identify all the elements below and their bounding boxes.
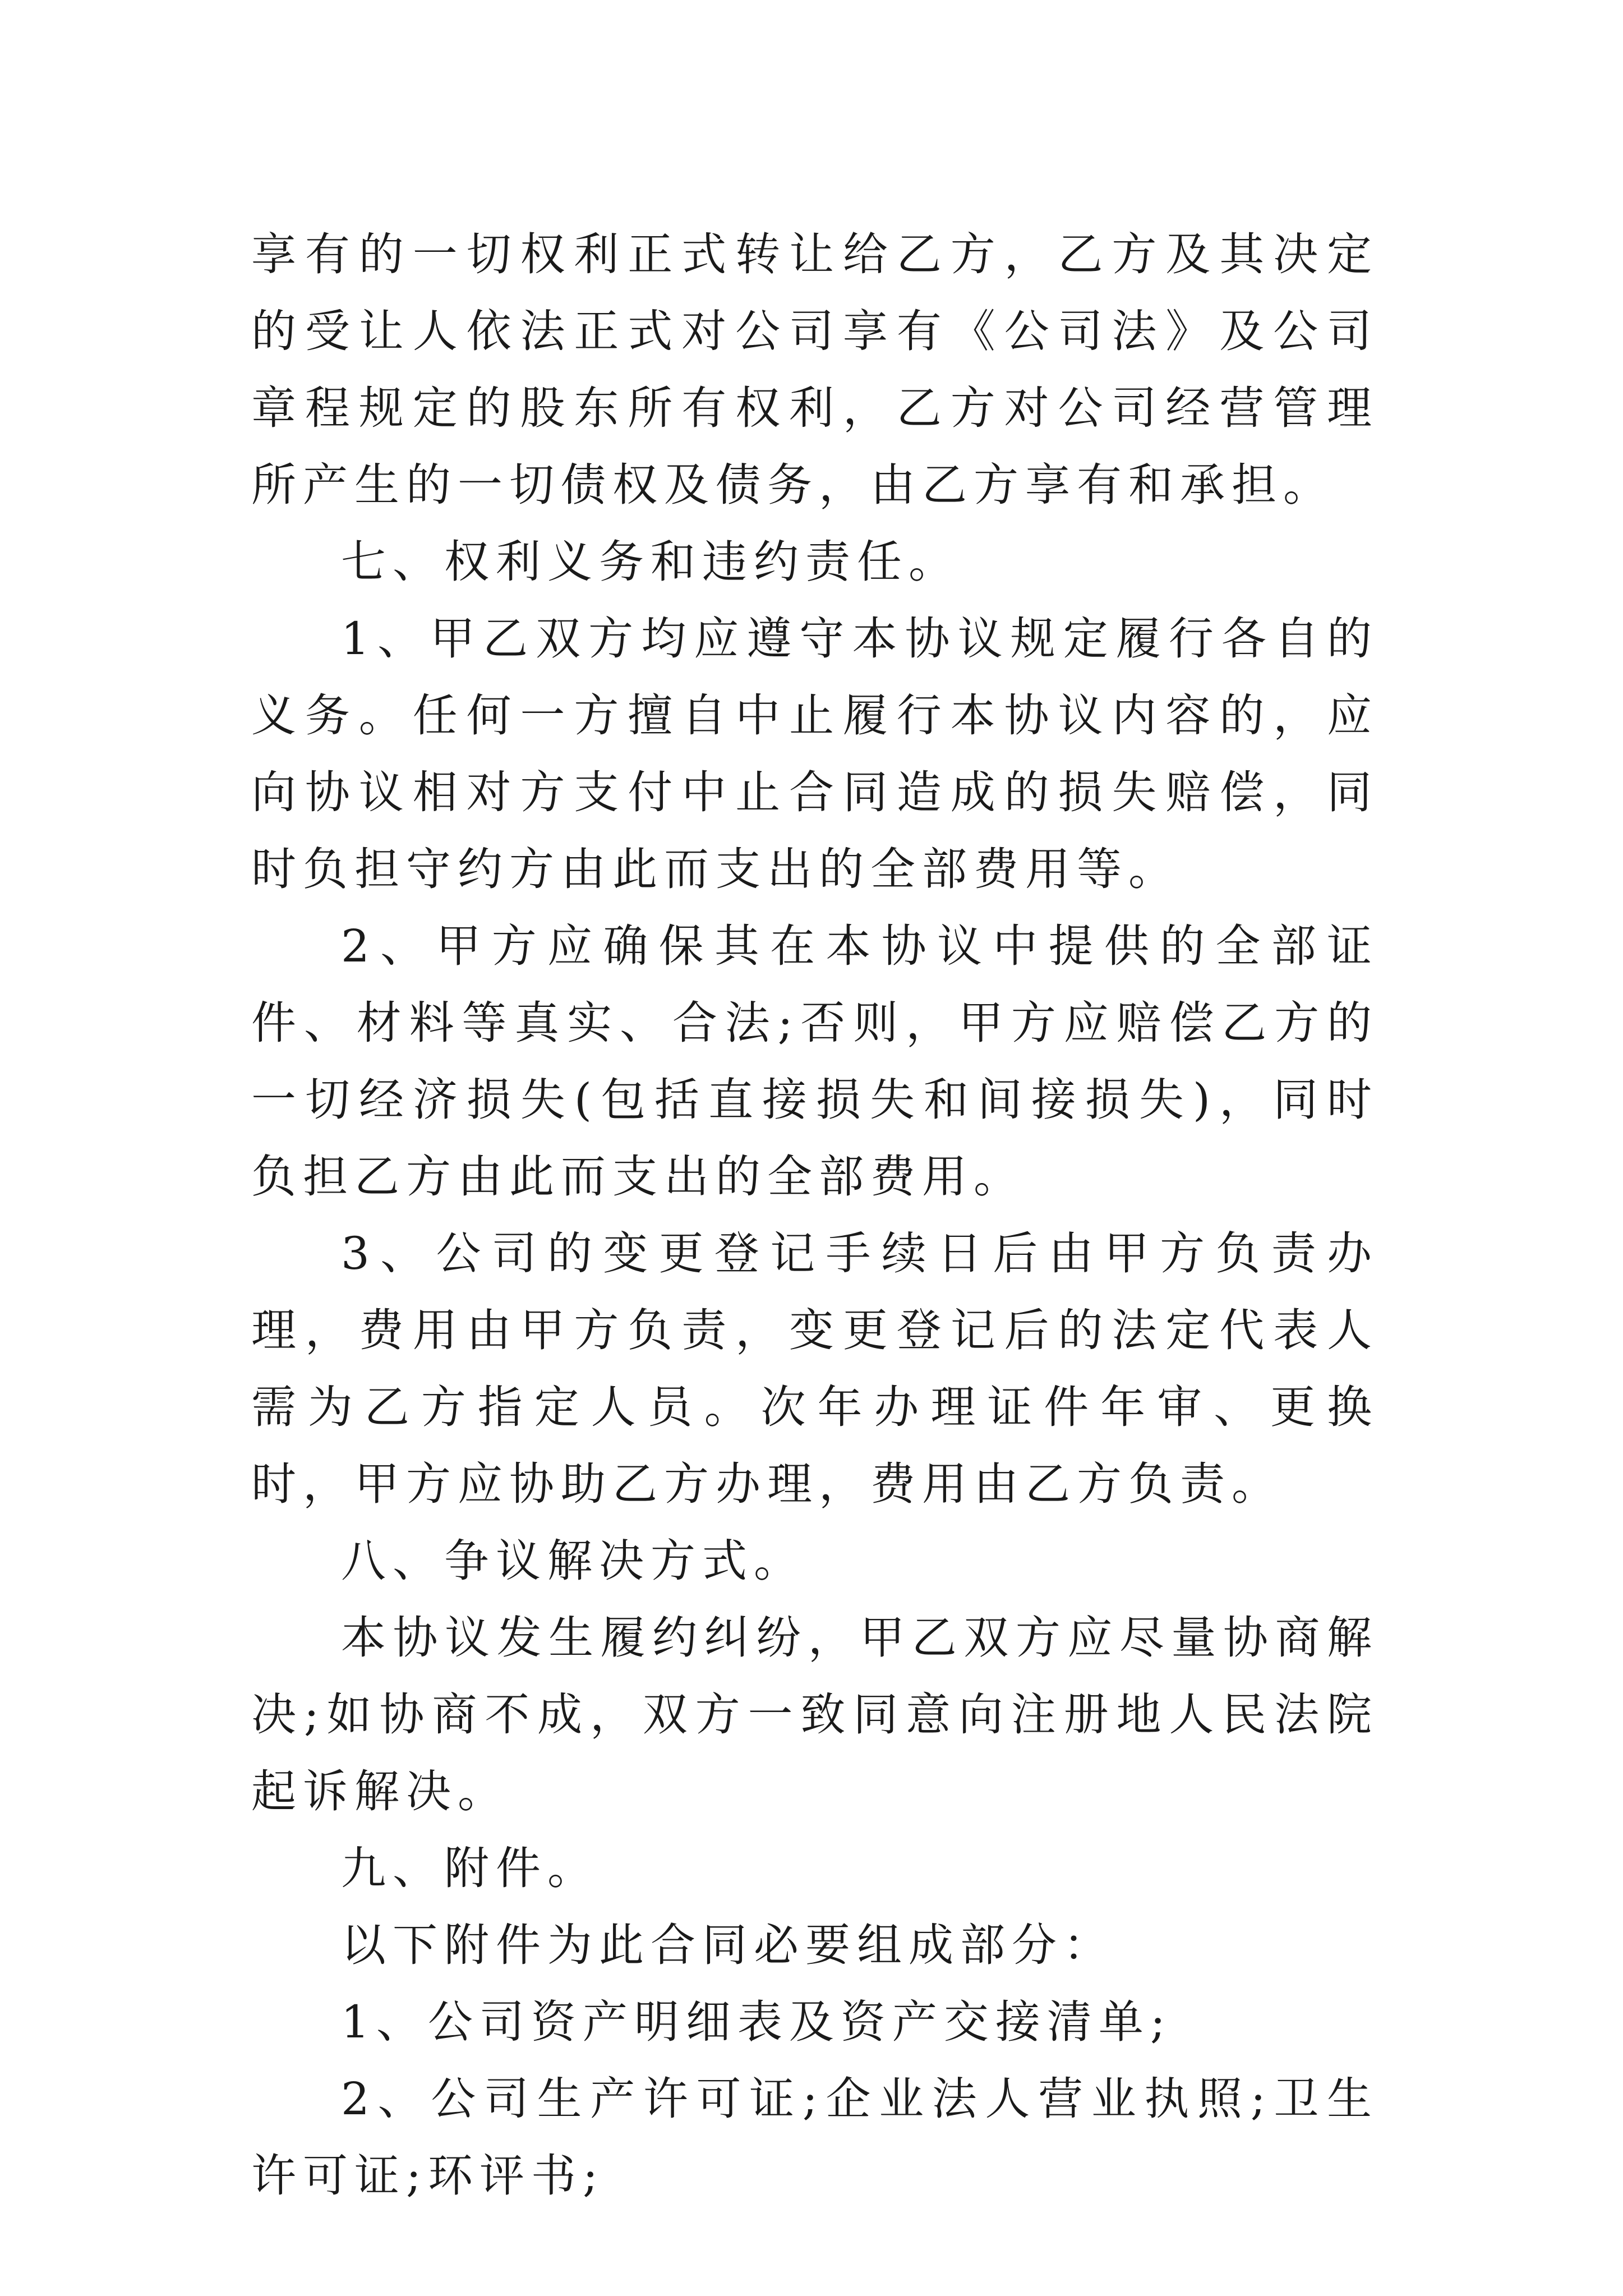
attachment-item-1: 1、公司资产明细表及资产交接清单; <box>341 1996 1172 2048</box>
clause-7-3: 3、公司的变更登记手续日后由甲方负责办理，费用由甲方负责，变更登记后的法定代表人需为乙方指定人员。次年办理证件年审、更换时，甲方应协助乙方办理，费用由乙方负责。 <box>251 1227 1378 1510</box>
clause-7-1: 1、甲乙双方均应遵守本协议规定履行各自的义务。任何一方擅自中止履行本协议内容的，应向协议相对方支付中止合同造成的损失赔偿，同时负担守约方由此而支出的全部费用等。 <box>251 613 1378 895</box>
paragraph-rights-transfer: 享有的一切权利正式转让给乙方，乙方及其决定的受让人依法正式对公司享有《公司法》及公司章程规定的股东所有权利，乙方对公司经营管理所产生的一切债权及债务，由乙方享有和承担。 <box>251 228 1378 511</box>
document-body <box>251 216 1378 2214</box>
heading-section-8: 八、争议解决方式。 <box>341 1535 805 1587</box>
paragraph-dispute-resolution: 本协议发生履约纠纷，甲乙双方应尽量协商解决;如协商不成，双方一致同意向注册地人民法院起诉解决。 <box>251 1612 1378 1818</box>
heading-section-9: 九、附件。 <box>341 1842 599 1894</box>
heading-section-7: 七、权利义务和违约责任。 <box>341 536 960 588</box>
paragraph-attachments-intro: 以下附件为此合同必要组成部分： <box>341 1919 1115 1971</box>
clause-7-2: 2、甲方应确保其在本协议中提供的全部证件、材料等真实、合法;否则，甲方应赔偿乙方的一切经济损失(包括直接损失和间接损失)，同时负担乙方由此而支出的全部费用。 <box>251 920 1378 1203</box>
attachment-item-2: 2、公司生产许可证;企业法人营业执照;卫生许可证;环评书; <box>251 2073 1378 2202</box>
